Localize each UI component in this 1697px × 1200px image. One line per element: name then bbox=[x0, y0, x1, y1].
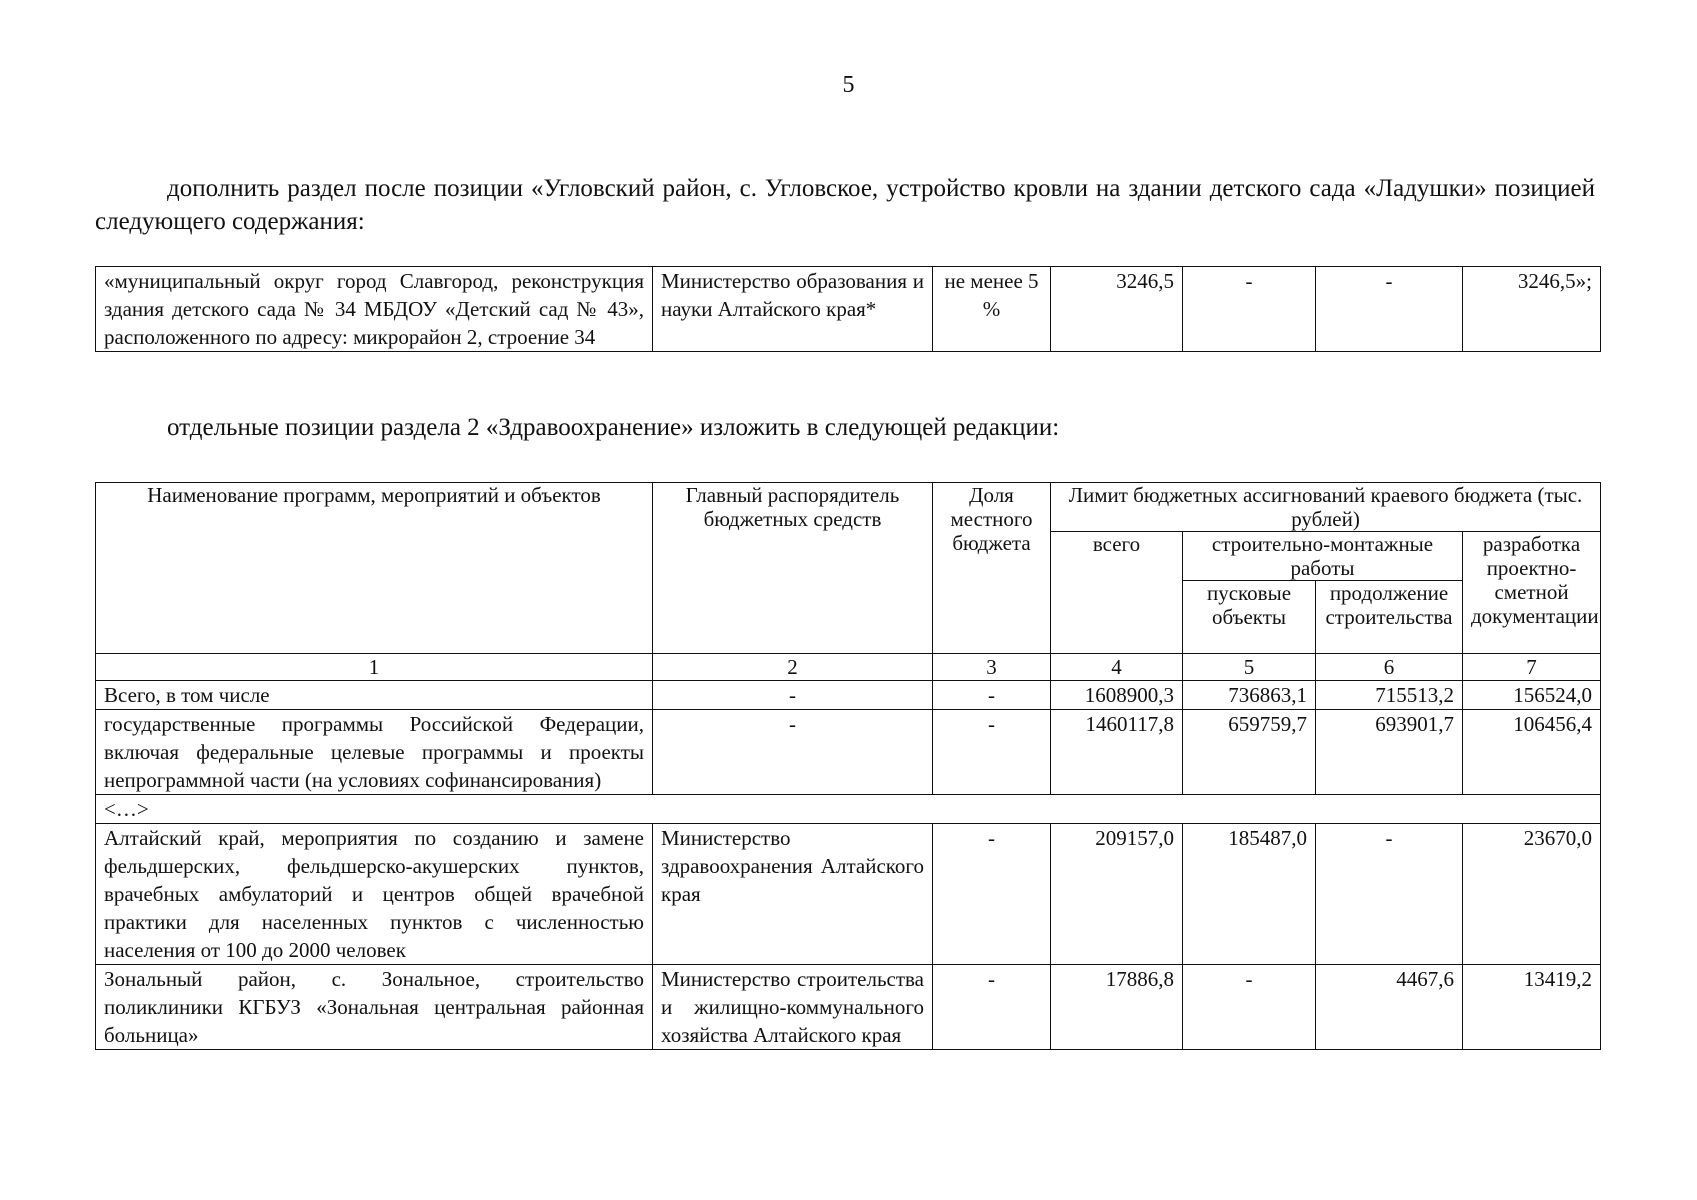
row-total: 209157,0 bbox=[1051, 824, 1183, 965]
table-row bbox=[96, 965, 1601, 1050]
header-total: всего bbox=[1051, 532, 1183, 654]
insert-design-cell: 3246,5»; bbox=[1463, 267, 1601, 352]
row-design: 13419,2 bbox=[1463, 965, 1601, 1050]
row-continued: 4467,6 bbox=[1316, 965, 1463, 1050]
column-number: 7 bbox=[1463, 654, 1601, 681]
row-launch: 659759,7 bbox=[1183, 710, 1316, 795]
table-row bbox=[96, 824, 1601, 965]
insert-row-table bbox=[95, 266, 1601, 352]
header-construction: строительно-монтажные работы bbox=[1183, 532, 1463, 581]
column-number: 4 bbox=[1051, 654, 1183, 681]
column-number: 6 bbox=[1316, 654, 1463, 681]
row-total: 1460117,8 bbox=[1051, 710, 1183, 795]
ellipsis-row bbox=[96, 795, 1601, 824]
row-administrator: Министерство строительства и жилищно-коммунального хозяйства Алтайского края bbox=[653, 965, 933, 1050]
table-row bbox=[96, 267, 1601, 352]
row-administrator: - bbox=[653, 681, 933, 710]
row-continued: 715513,2 bbox=[1316, 681, 1463, 710]
row-launch: 736863,1 bbox=[1183, 681, 1316, 710]
insert-local-share-cell: не менее 5 % bbox=[933, 267, 1051, 352]
row-administrator: - bbox=[653, 710, 933, 795]
header-administrator: Главный распорядитель бюджетных средств bbox=[653, 483, 933, 654]
row-local-share: - bbox=[933, 681, 1051, 710]
row-design: 156524,0 bbox=[1463, 681, 1601, 710]
header-continued: продолжение строительства bbox=[1316, 581, 1463, 654]
row-continued: 693901,7 bbox=[1316, 710, 1463, 795]
row-local-share: - bbox=[933, 710, 1051, 795]
row-administrator: Министерство здравоохранения Алтайского края bbox=[653, 824, 933, 965]
header-local-share: Доля местного бюджета bbox=[933, 483, 1051, 654]
row-launch: 185487,0 bbox=[1183, 824, 1316, 965]
intro-paragraph: дополнить раздел после позиции «Угловский район, с. Угловское, устройство кровли на здании детского сада «Ладушки» позицией следующего содержания: bbox=[95, 175, 1595, 235]
insert-continued-cell: - bbox=[1316, 267, 1463, 352]
section-paragraph: отдельные позиции раздела 2 «Здравоохранение» изложить в следующей редакции: bbox=[167, 414, 1060, 441]
insert-total-cell: 3246,5 bbox=[1051, 267, 1183, 352]
table-row bbox=[96, 710, 1601, 795]
header-name: Наименование программ, мероприятий и объектов bbox=[96, 483, 653, 654]
row-continued: - bbox=[1316, 824, 1463, 965]
column-number-row bbox=[96, 654, 1601, 681]
page-number: 5 bbox=[842, 72, 855, 98]
row-name: Алтайский край, мероприятия по созданию и замене фельдшерских, фельдшерско-акушерских пунктов, врачебных амбулаторий и центров общей врачебной практики для населенных пунктов с численностью населения от 100 до 2000 человек bbox=[96, 824, 653, 965]
column-number: 2 bbox=[653, 654, 933, 681]
column-number: 5 bbox=[1183, 654, 1316, 681]
row-total: 17886,8 bbox=[1051, 965, 1183, 1050]
ellipsis-cell: <…> bbox=[96, 795, 1601, 824]
row-name: Всего, в том числе bbox=[96, 681, 653, 710]
insert-administrator-cell: Министерство образования и науки Алтайского края* bbox=[653, 267, 933, 352]
healthcare-table bbox=[95, 482, 1601, 1050]
row-local-share: - bbox=[933, 824, 1051, 965]
row-total: 1608900,3 bbox=[1051, 681, 1183, 710]
row-design: 23670,0 bbox=[1463, 824, 1601, 965]
row-name: Зональный район, с. Зональное, строительство поликлиники КГБУЗ «Зональная центральная районная больница» bbox=[96, 965, 653, 1050]
row-design: 106456,4 bbox=[1463, 710, 1601, 795]
insert-name-cell: «муниципальный округ город Славгород, реконструкция здания детского сада № 34 МБДОУ «Детский сад № 43», расположенного по адресу: микрорайон 2, строение 34 bbox=[96, 267, 653, 352]
column-number: 1 bbox=[96, 654, 653, 681]
column-number: 3 bbox=[933, 654, 1051, 681]
table-row bbox=[96, 681, 1601, 710]
header-design: разработка проектно-сметной документации bbox=[1463, 532, 1601, 654]
table-header-row bbox=[96, 483, 1601, 532]
header-limit: Лимит бюджетных ассигнований краевого бюджета (тыс. рублей) bbox=[1051, 483, 1601, 532]
row-local-share: - bbox=[933, 965, 1051, 1050]
header-launch: пусковые объекты bbox=[1183, 581, 1316, 654]
insert-launch-cell: - bbox=[1183, 267, 1316, 352]
row-launch: - bbox=[1183, 965, 1316, 1050]
row-name: государственные программы Российской Федерации, включая федеральные целевые программы и проекты непрограммной части (на условиях софинансирования) bbox=[96, 710, 653, 795]
